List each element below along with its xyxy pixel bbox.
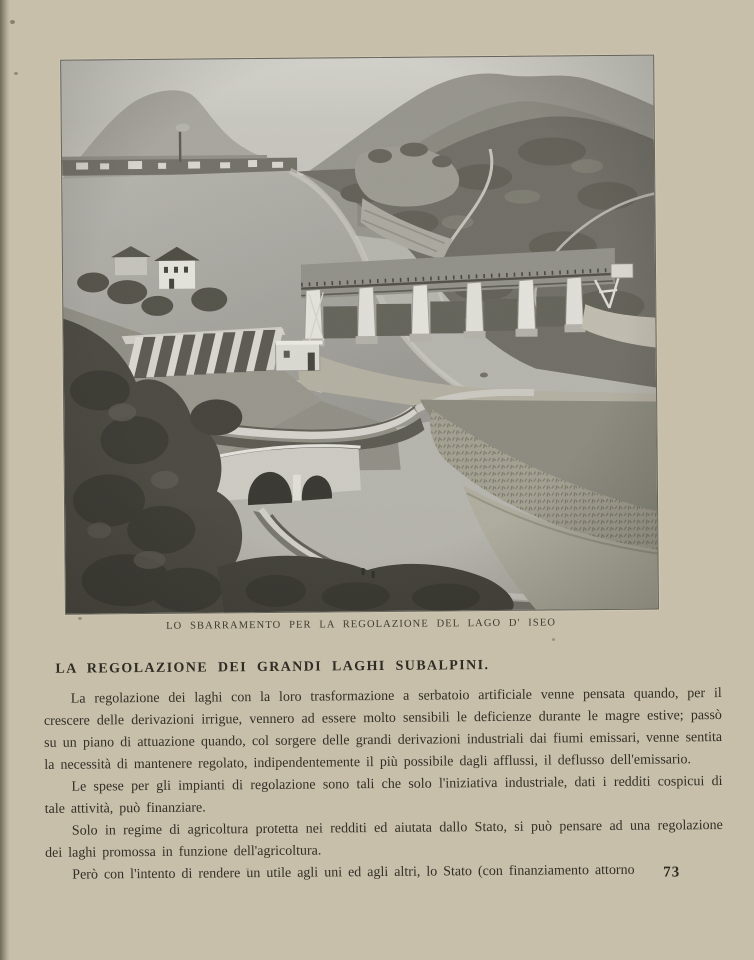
body-text [44,683,724,887]
body-paragraph: Le spese per gli impianti di regolazione sono tali che solo l'iniziativa industriale, dati i redditi cospicui di tale attività, può finanziare. [44,773,723,817]
photo-illustration [61,56,658,614]
section-heading: LA REGOLAZIONE DEI GRANDI LAGHI SUBALPINI. [55,658,490,677]
figure-caption: LO SBARRAMENTO PER LA REGOLAZIONE DEL LAGO D' ISEO [166,617,557,632]
page-number: 73 [663,864,681,881]
body-paragraph: La regolazione dei laghi con la loro trasformazione a serbatoio artificiale venne pensata quando, per il crescere delle derivazioni irrigue, vennero ad essere molto sensibili le deficienze durante le magre estive; passò su un piano di attuazione quando, col sorgere delle grandi derivazioni industriali dai fiumi emissari, venne sentita la necessità di mantenere regolato, indipendentemente il più possibile dagli afflussi, il deflusso dell'emissario. [43,685,723,773]
dam-photograph [60,55,659,615]
body-paragraph: Però con l'intento di rendere un utile agli uni ed agli altri, lo Stato (con finanziamento attorno [72,862,635,883]
body-paragraph: Solo in regime di agricoltura protetta nei redditi ed aiutata dallo Stato, si può pensare ad una regolazione dei laghi promossa in funzione dell'agricoltura. [45,817,723,861]
